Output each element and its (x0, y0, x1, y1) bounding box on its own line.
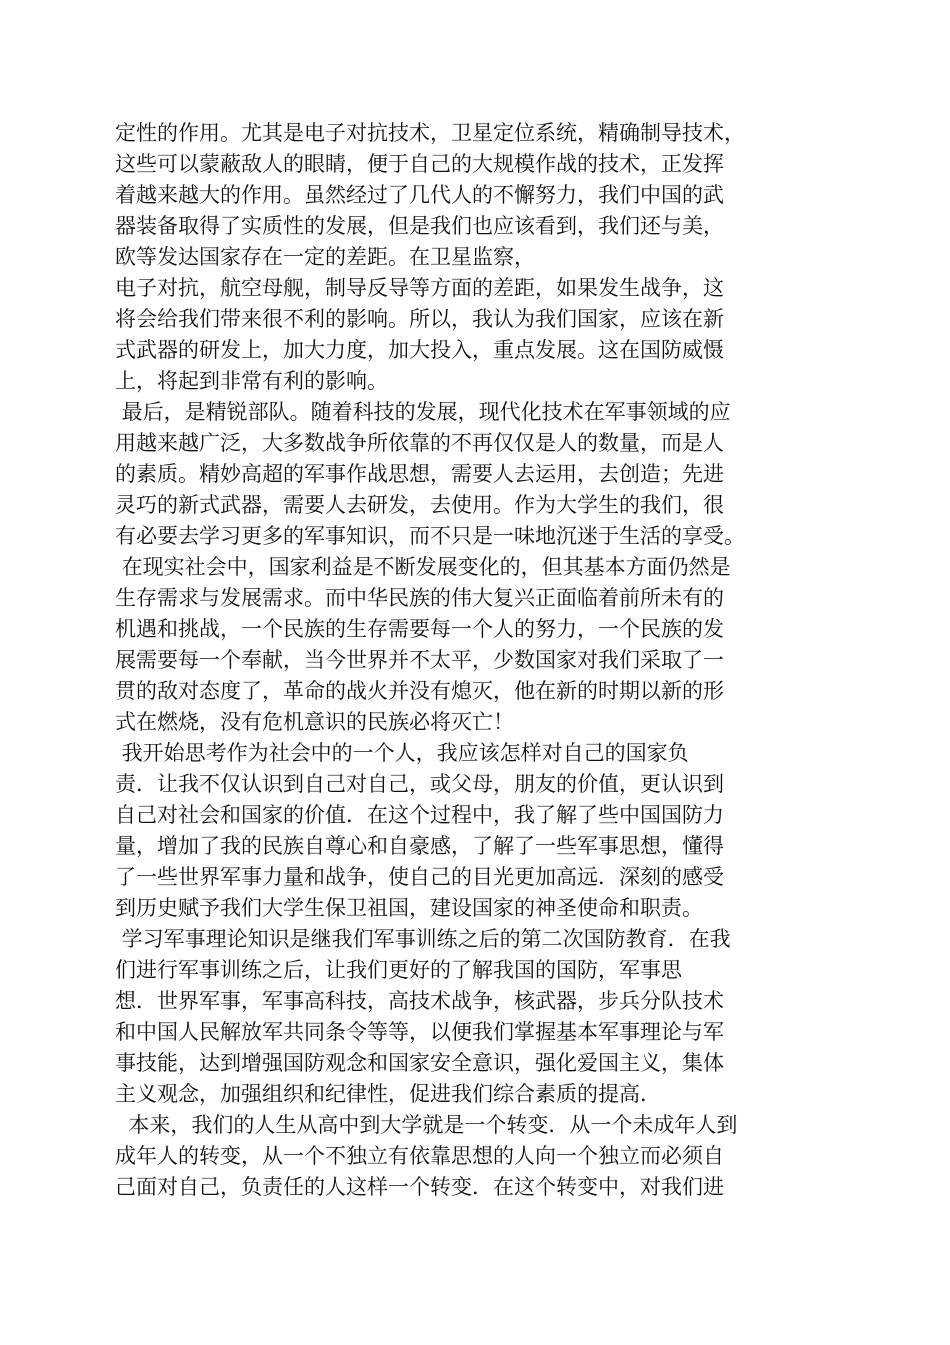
text-line: 展需要每一个奉献，当今世界并不太平，少数国家对我们采取了一 (115, 648, 724, 672)
text-line: 我开始思考作为社会中的一个人，我应该怎样对自己的国家负 (115, 741, 689, 765)
text-line: 贯的敌对态度了，革命的战火并没有熄灭，他在新的时期以新的形 (115, 679, 724, 703)
text-line: 事技能，达到增强国防观念和国家安全意识，强化爱国主义，集体 (115, 1051, 724, 1075)
text-line: 主义观念，加强组织和纪律性，促进我们综合素质的提高． (115, 1082, 661, 1106)
text-line: 了一些世界军事力量和战争，使自己的目光更加高远．深刻的感受 (115, 865, 724, 889)
text-line: 到历史赋予我们大学生保卫祖国，建设国家的神圣使命和职责。 (115, 896, 703, 920)
text-line: 成年人的转变，从一个不独立有依靠思想的人向一个独立而必须自 (115, 1144, 724, 1168)
text-line: 有必要去学习更多的军事知识，而不只是一味地沉迷于生活的享受。 (115, 524, 745, 548)
text-line: 着越来越大的作用。虽然经过了几代人的不懈努力，我们中国的武 (115, 183, 724, 207)
text-line: 责．让我不仅认识到自己对自己，或父母，朋友的价值，更认识到 (115, 772, 724, 796)
text-line: 最后，是精锐部队。随着科技的发展，现代化技术在军事领域的应 (115, 400, 731, 424)
text-line: 电子对抗，航空母舰，制导反导等方面的差距，如果发生战争，这 (115, 276, 724, 300)
text-line: 这些可以蒙蔽敌人的眼睛，便于自己的大规模作战的技术，正发挥 (115, 152, 724, 176)
text-line: 灵巧的新式武器，需要人去研发，去使用。作为大学生的我们，很 (115, 493, 724, 517)
text-line: 本来，我们的人生从高中到大学就是一个转变．从一个未成年人到 (115, 1113, 738, 1137)
text-line: 式在燃烧，没有危机意识的民族必将灭亡！ (115, 710, 514, 734)
text-line: 欧等发达国家存在一定的差距。在卫星监察， (115, 245, 535, 269)
text-line: 器装备取得了实质性的发展，但是我们也应该看到，我们还与美， (115, 214, 724, 238)
text-line: 学习军事理论知识是继我们军事训练之后的第二次国防教育．在我 (115, 927, 731, 951)
text-line: 生存需求与发展需求。而中华民族的伟大复兴正面临着前所未有的 (115, 586, 724, 610)
text-line: 将会给我们带来很不利的影响。所以，我认为我们国家，应该在新 (115, 307, 724, 331)
text-line: 想．世界军事，军事高科技，高技术战争，核武器，步兵分队技术 (115, 989, 724, 1013)
text-line: 自己对社会和国家的价值．在这个过程中，我了解了些中国国防力 (115, 803, 724, 827)
text-line: 定性的作用。尤其是电子对抗技术，卫星定位系统，精确制导技术， (115, 121, 745, 145)
text-line: 上，将起到非常有利的影响。 (115, 369, 388, 393)
text-line: 用越来越广泛，大多数战争所依靠的不再仅仅是人的数量，而是人 (115, 431, 724, 455)
text-line: 机遇和挑战，一个民族的生存需要每一个人的努力，一个民族的发 (115, 617, 724, 641)
text-line: 和中国人民解放军共同条令等等，以便我们掌握基本军事理论与军 (115, 1020, 724, 1044)
text-line: 在现实社会中，国家利益是不断发展变化的，但其基本方面仍然是 (115, 555, 731, 579)
body-text (115, 118, 775, 1203)
text-line: 式武器的研发上，加大力度，加大投入，重点发展。这在国防威慑 (115, 338, 724, 362)
text-line: 们进行军事训练之后，让我们更好的了解我国的国防，军事思 (115, 958, 682, 982)
text-line: 的素质。精妙高超的军事作战思想，需要人去运用，去创造；先进 (115, 462, 724, 486)
text-line: 己面对自己，负责任的人这样一个转变．在这个转变中，对我们进 (115, 1175, 724, 1199)
text-line: 量，增加了我的民族自尊心和自豪感，了解了一些军事思想，懂得 (115, 834, 724, 858)
